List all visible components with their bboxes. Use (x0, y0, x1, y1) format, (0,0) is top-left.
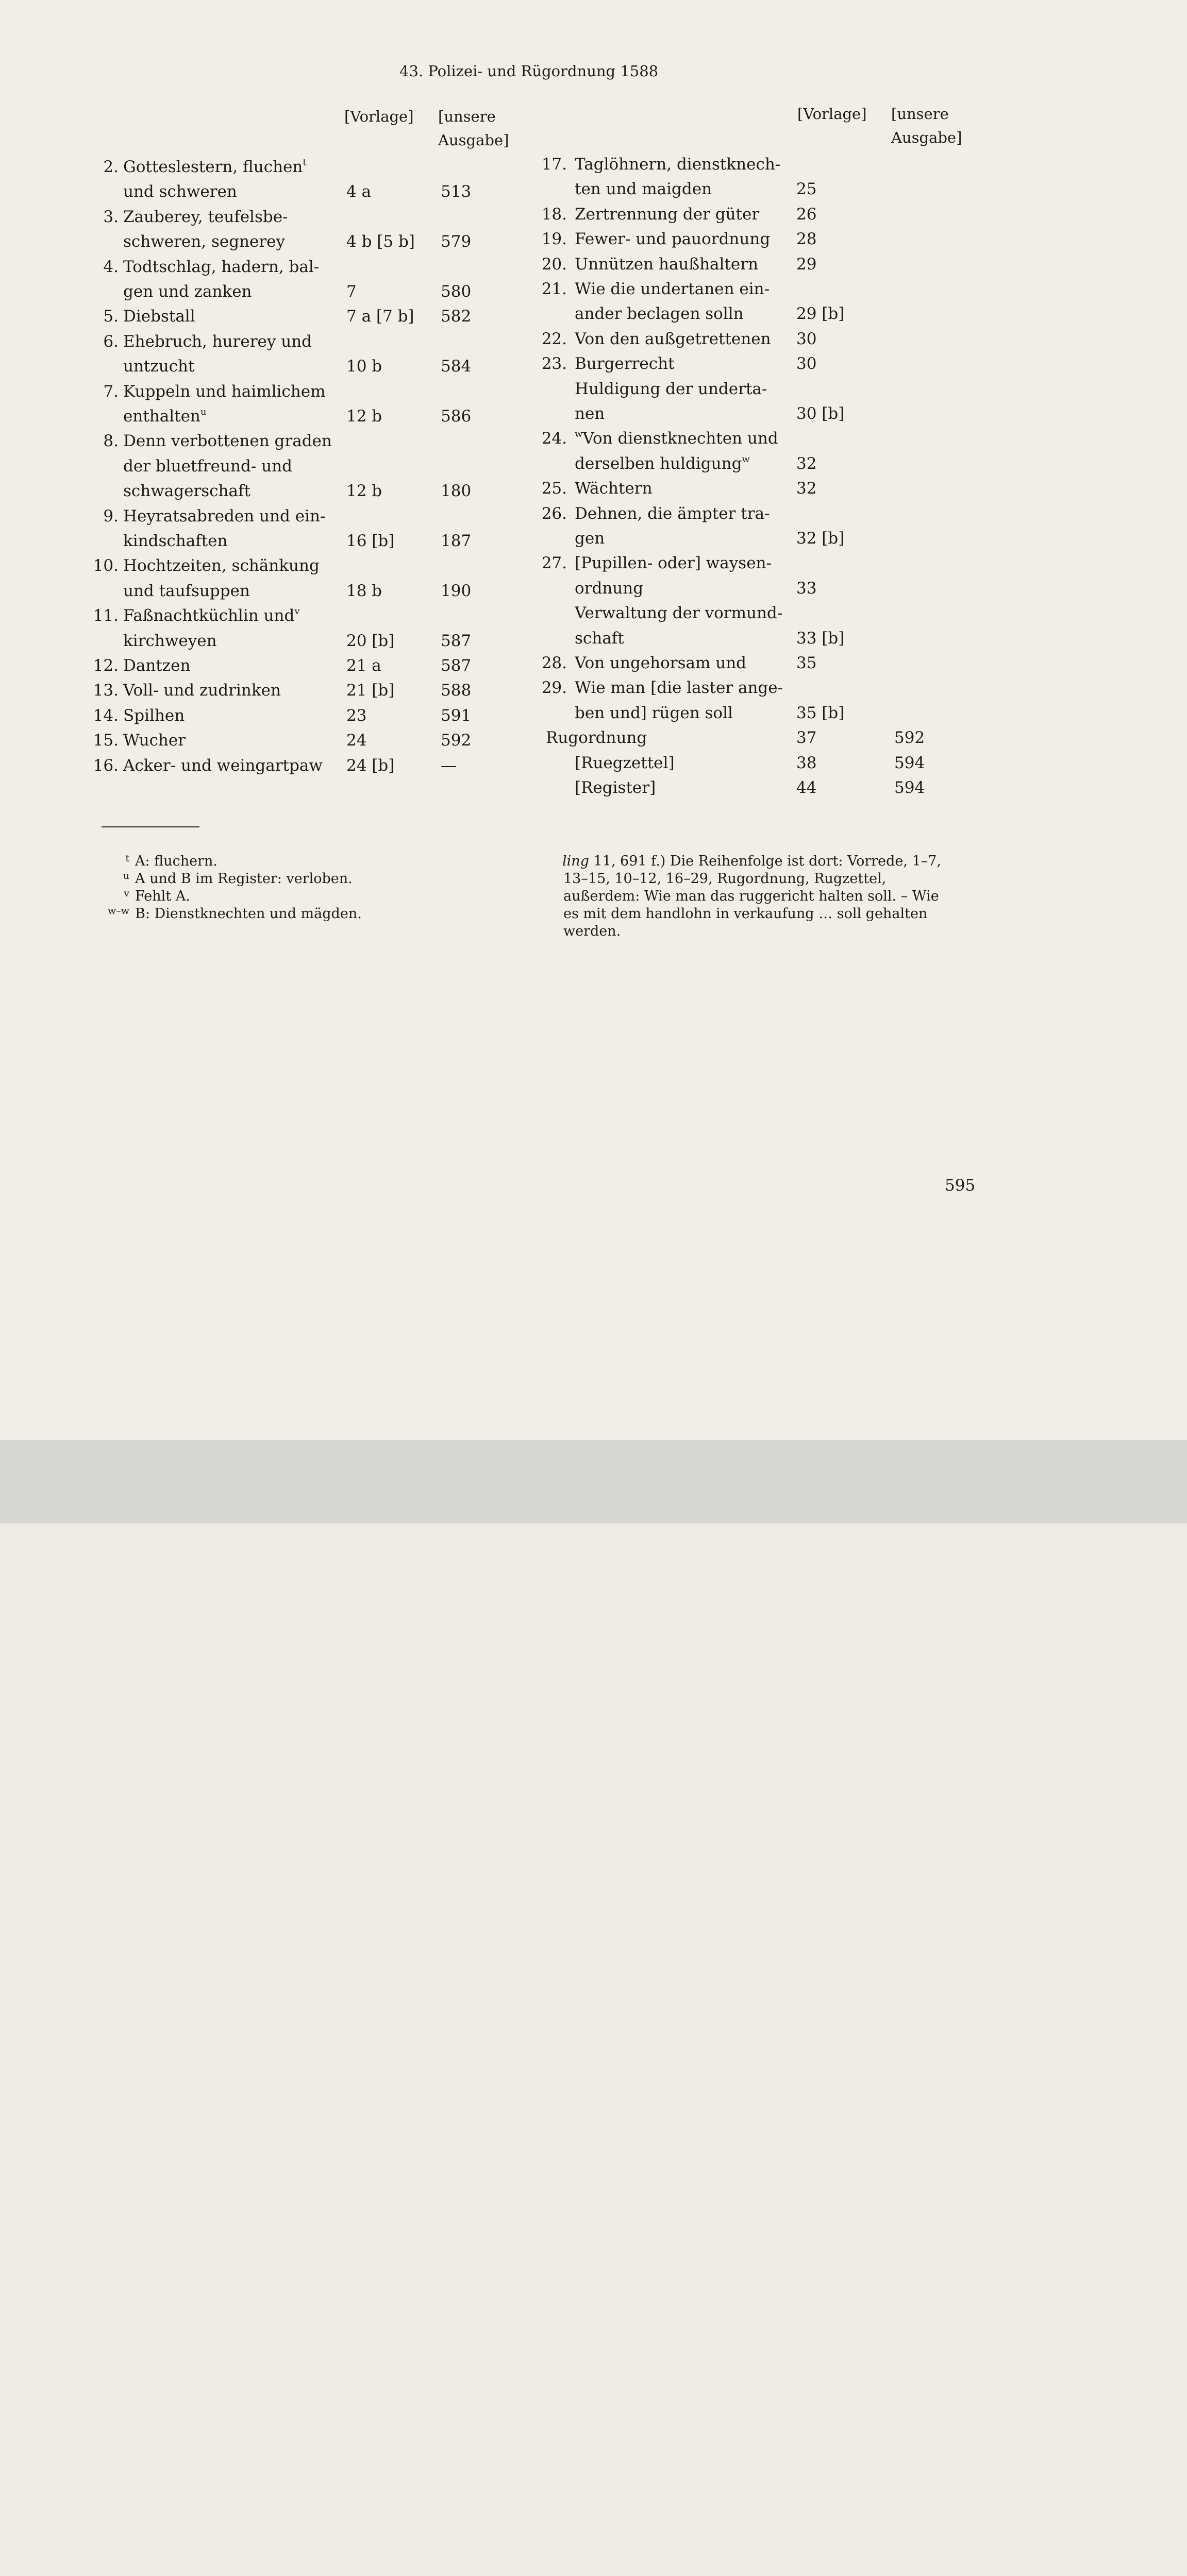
vorlage-ref: 24 (346, 731, 367, 750)
vorlage-ref: 16 [b] (346, 532, 395, 550)
ausgabe-ref: — (441, 756, 457, 775)
ausgabe-ref: 591 (441, 706, 472, 725)
entry-title-line: [Ruegzettel] (575, 753, 675, 772)
entry-title-line: derselben huldigung$^w$ (575, 453, 750, 473)
entry-number: 23. (541, 354, 567, 374)
footnote-mark: u (123, 870, 129, 882)
entry-title-line: ordnung (575, 579, 644, 598)
footnote-mark: w (575, 429, 583, 440)
entry-number: 28. (541, 654, 567, 672)
ausgabe-ref: 579 (441, 232, 472, 251)
entry-title-line: $^w$Von dienstknechten und (575, 429, 778, 448)
left-header-unsere: [unsere (438, 108, 496, 125)
ausgabe-ref: 582 (441, 307, 472, 326)
vorlage-ref: 7 a [7 b] (346, 307, 414, 326)
entry-title-line: der bluetfreund- und (123, 456, 292, 476)
entry-title-line: ander beclagen solln (575, 304, 744, 324)
entry-title-line: Fewer- und pauordnung (575, 230, 771, 249)
footnote-text: A und B im Register: verloben. (135, 871, 353, 887)
entry-number: 22. (541, 329, 567, 348)
vorlage-ref: 23 (346, 706, 367, 725)
ausgabe-ref: 587 (441, 631, 472, 650)
entry-number: 3. (103, 207, 119, 226)
ausgabe-ref: 180 (441, 482, 472, 501)
entry-title-line: kirchweyen (123, 631, 217, 650)
entry-title-line: Rugordnung (546, 728, 647, 748)
page-number: 595 (945, 1176, 976, 1195)
vorlage-ref: 35 (796, 654, 817, 672)
entry-title-line: Wie die undertanen ein- (575, 280, 770, 298)
entry-title-line: untzucht (123, 357, 195, 376)
entry-title-line: ben und] rügen soll (575, 703, 733, 722)
entry-number: 19. (541, 230, 567, 249)
vorlage-ref: 7 (346, 282, 357, 301)
footer-bar (0, 1440, 1187, 1523)
left-header-vorlage: [Vorlage] (344, 108, 414, 125)
footnote-mark: w–w (107, 905, 129, 917)
vorlage-ref: 30 (796, 329, 817, 348)
note-line: werden. (563, 923, 621, 939)
vorlage-ref: 35 [b] (796, 703, 845, 722)
note-line: ling 11, 691 f.) Die Reihenfolge ist dort: Vorrede, 1–7, (562, 853, 942, 869)
entry-title-line: Huldigung der underta- (575, 379, 767, 398)
vorlage-ref: 32 (796, 454, 817, 473)
entry-title-line: und taufsuppen (123, 581, 250, 600)
entry-title-line: Ehebruch, hurerey und (123, 332, 312, 351)
vorlage-ref: 4 b [5 b] (346, 232, 415, 251)
vorlage-ref: 30 [b] (796, 404, 845, 423)
note-line: es mit dem handlohn in verkaufung … soll gehalten (563, 906, 928, 922)
entry-title-line: [Register] (575, 778, 656, 797)
ausgabe-ref: 594 (894, 778, 925, 797)
vorlage-ref: 10 b (346, 357, 382, 376)
note-line: 13–15, 10–12, 16–29, Rugordnung, Rugzettel, (563, 871, 887, 887)
entry-title-line: Von ungehorsam und (575, 654, 747, 672)
entry-number: 11. (93, 606, 119, 625)
ausgabe-ref: 580 (441, 282, 472, 301)
entry-number: 8. (103, 432, 119, 451)
entry-number: 7. (103, 382, 119, 401)
entry-title-line: Spilhen (123, 706, 185, 725)
entry-title-line: Faßnachtküchlin und$^v$ (123, 606, 300, 625)
entry-number: 4. (103, 257, 119, 276)
entry-number: 14. (93, 706, 119, 725)
footnote-text: A: fluchern. (135, 853, 218, 869)
entry-number: 26. (541, 504, 567, 523)
entry-number: 2. (103, 158, 119, 176)
entry-number: 29. (541, 679, 567, 698)
entry-number: 25. (541, 479, 567, 498)
entry-title-line: Wucher (123, 731, 186, 750)
entry-number: 27. (541, 554, 567, 573)
vorlage-ref: 4 a (346, 182, 372, 201)
entry-title-line: [Pupillen- oder] waysen- (575, 554, 772, 573)
ausgabe-ref: 584 (441, 357, 472, 376)
vorlage-ref: 32 (796, 479, 817, 498)
vorlage-ref: 21 [b] (346, 681, 395, 700)
entry-title-line: gen und zanken (123, 282, 252, 301)
footnote-mark: t (125, 853, 129, 864)
entry-title-line: Verwaltung der vormund- (575, 604, 783, 623)
entry-title-line: Taglöhnern, dienstknech- (575, 155, 781, 174)
vorlage-ref: 33 [b] (796, 629, 845, 648)
entry-title-line: Hochtzeiten, schänkung (123, 556, 320, 575)
entry-title-line: gen (575, 529, 605, 548)
entry-title-line: Kuppeln und haimlichem (123, 382, 326, 401)
footnote-mark: t (303, 157, 307, 168)
entry-title-line: Denn verbottenen graden (123, 432, 332, 451)
ausgabe-ref: 187 (441, 532, 472, 550)
entry-title-line: kindschaften (123, 532, 228, 550)
ausgabe-ref: 588 (441, 681, 472, 700)
ausgabe-ref: 190 (441, 581, 472, 600)
vorlage-ref: 32 [b] (796, 529, 845, 548)
vorlage-ref: 44 (796, 778, 817, 797)
entry-number: 9. (103, 506, 119, 526)
vorlage-ref: 21 a (346, 656, 381, 675)
right-header-unsere: [unsere (891, 105, 949, 123)
entry-title-line: Wie man [die laster ange- (575, 679, 783, 698)
entry-number: 12. (93, 656, 119, 675)
entry-title-line: Unnützen haußhaltern (575, 255, 759, 274)
vorlage-ref: 12 b (346, 407, 382, 426)
entry-number: 17. (541, 155, 567, 174)
left-header-ausgabe: Ausgabe] (438, 131, 509, 149)
entry-title-line: ten und maigden (575, 180, 712, 199)
entry-title-line: nen (575, 404, 605, 423)
ausgabe-ref: 587 (441, 656, 472, 675)
vorlage-ref: 24 [b] (346, 756, 395, 775)
entry-number: 18. (541, 205, 567, 224)
entry-number: 6. (103, 332, 119, 351)
entry-title-line: Burgerrecht (575, 354, 675, 374)
ausgabe-ref: 594 (894, 753, 925, 772)
ausgabe-ref: 586 (441, 407, 472, 426)
entry-title-line: Dehnen, die ämpter tra- (575, 504, 770, 523)
entry-title-line: Diebstall (123, 307, 195, 326)
entry-title-line: schweren, segnerey (123, 232, 286, 251)
entry-number: 15. (93, 731, 119, 750)
note-line: außerdem: Wie man das ruggericht halten soll. – Wie (563, 888, 939, 904)
entry-number: 20. (541, 255, 567, 274)
entry-title-line: schwagerschaft (123, 482, 250, 501)
entry-title-line: Todtschlag, hadern, bal- (123, 257, 320, 276)
vorlage-ref: 30 (796, 354, 817, 374)
vorlage-ref: 33 (796, 579, 817, 598)
entry-title-line: schaft (575, 629, 624, 648)
entry-title-line: und schweren (123, 182, 237, 201)
vorlage-ref: 26 (796, 205, 817, 224)
entry-number: 16. (93, 756, 119, 775)
entry-number: 10. (93, 556, 119, 575)
entry-number: 13. (93, 681, 119, 700)
vorlage-ref: 18 b (346, 581, 382, 600)
vorlage-ref: 38 (796, 753, 817, 772)
entry-title-line: Gotteslestern, fluchen$^t$ (123, 157, 307, 176)
entry-title-line: Wächtern (575, 479, 653, 498)
right-header-ausgabe: Ausgabe] (891, 129, 962, 146)
ausgabe-ref: 592 (894, 728, 925, 748)
entry-title-line: Dantzen (123, 656, 191, 675)
vorlage-ref: 20 [b] (346, 631, 395, 650)
ausgabe-ref: 592 (441, 731, 472, 750)
entry-number: 5. (103, 307, 119, 326)
footnote-rule (102, 826, 199, 827)
vorlage-ref: 28 (796, 230, 817, 249)
footnote-text: B: Dienstknechten und mägden. (135, 906, 362, 922)
entry-title-line: Zertrennung der güter (575, 205, 760, 224)
vorlage-ref: 25 (796, 180, 817, 199)
entry-title-line: enthalten$^u$ (123, 406, 207, 426)
entry-title-line: Voll- und zudrinken (123, 681, 281, 700)
footnote-mark: w (742, 453, 750, 465)
vorlage-ref: 12 b (346, 482, 382, 501)
vorlage-ref: 29 [b] (796, 304, 845, 324)
entry-title-line: Heyratsabreden und ein- (123, 506, 326, 526)
ausgabe-ref: 513 (441, 182, 472, 201)
footnote-mark: v (294, 606, 300, 617)
entry-number: 24. (541, 429, 567, 448)
footnote-text: Fehlt A. (135, 888, 190, 904)
running-head: 43. Polizei- und Rügordnung 1588 (399, 62, 659, 80)
right-header-vorlage: [Vorlage] (797, 105, 867, 123)
entry-title-line: Von den außgetrettenen (575, 329, 771, 348)
vorlage-ref: 29 (796, 255, 817, 274)
entry-title-line: Zauberey, teufelsbe- (123, 207, 288, 226)
footnote-mark: v (124, 888, 129, 899)
footnote-mark: u (200, 406, 207, 417)
entry-number: 21. (541, 280, 567, 298)
vorlage-ref: 37 (796, 728, 817, 748)
entry-title-line: Acker- und weingartpaw (123, 756, 323, 775)
